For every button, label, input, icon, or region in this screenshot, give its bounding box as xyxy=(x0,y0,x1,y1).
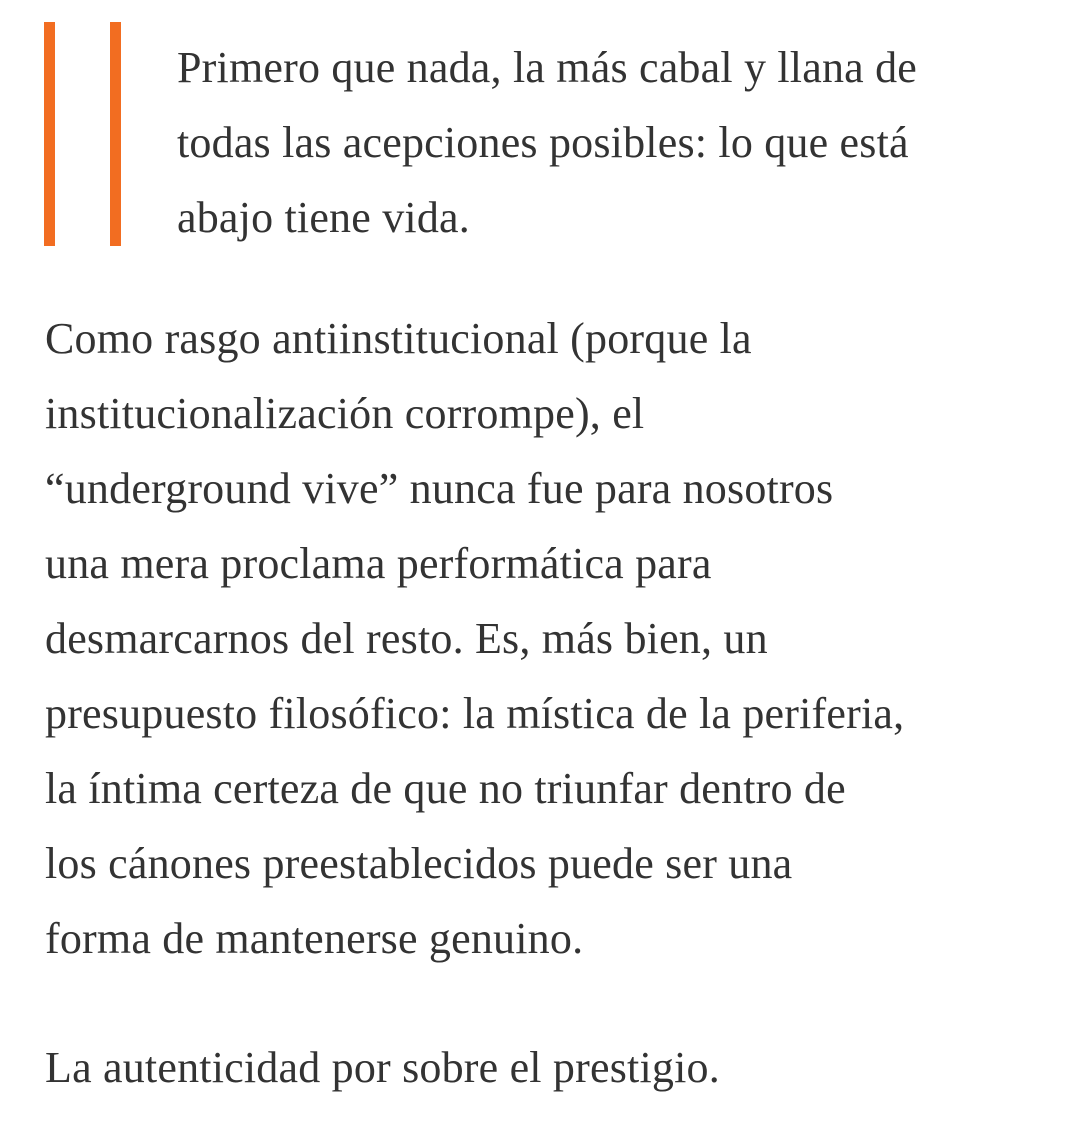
quote-line: Primero que nada, la más cabal y llana de xyxy=(177,43,918,92)
paragraph-line: una mera proclama performática para xyxy=(45,539,712,588)
quote-text xyxy=(177,30,1037,255)
paragraph-line: forma de mantenerse genuino. xyxy=(45,914,584,963)
body-paragraph xyxy=(45,1030,1045,1105)
blockquote xyxy=(44,22,1044,248)
quote-line: todas las acepciones posibles: lo que está xyxy=(177,118,909,167)
paragraph-line: “underground vive” nunca fue para nosotros xyxy=(45,464,834,513)
paragraph-line: la íntima certeza de que no triunfar dentro de xyxy=(45,764,846,813)
quote-line: abajo tiene vida. xyxy=(177,193,470,242)
paragraph-line: los cánones preestablecidos puede ser una xyxy=(45,839,793,888)
paragraph-line: La autenticidad por sobre el prestigio. xyxy=(45,1043,720,1092)
paragraph-line: desmarcarnos del resto. Es, más bien, un xyxy=(45,614,768,663)
paragraph-line: Como rasgo antiinstitucional (porque la xyxy=(45,314,752,363)
quote-accent-bar-left xyxy=(44,22,55,246)
quote-accent-bar-right xyxy=(110,22,121,246)
body-paragraph xyxy=(45,301,1045,976)
paragraph-line: institucionalización corrompe), el xyxy=(45,389,645,438)
paragraph-line: presupuesto filosófico: la mística de la periferia, xyxy=(45,689,905,738)
